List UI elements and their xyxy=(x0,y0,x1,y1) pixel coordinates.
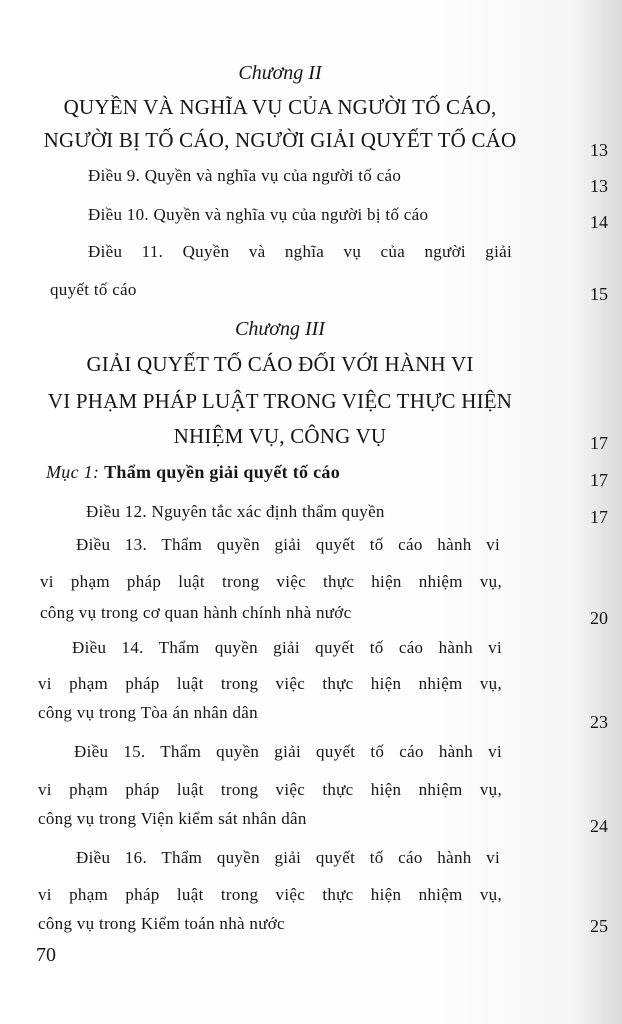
toc-page-number: 25 xyxy=(590,916,608,936)
toc-entry-line: vi phạm pháp luật trong việc thực hiện nhiệm vụ, xyxy=(38,885,502,904)
toc-page-number: 14 xyxy=(590,212,608,232)
toc-entry-line: Điều 15. Thẩm quyền giải quyết tố cáo hành vi xyxy=(74,742,502,761)
toc-page-number: 20 xyxy=(590,608,608,628)
toc-page-number: 13 xyxy=(590,140,608,160)
section-prefix: Mục 1: xyxy=(46,462,100,482)
toc-page-number: 13 xyxy=(590,176,608,196)
section-heading xyxy=(46,462,340,483)
toc-entry-line: Điều 16. Thẩm quyền giải quyết tố cáo hành vi xyxy=(76,848,500,867)
chapter-title-line: NHIỆM VỤ, CÔNG VỤ xyxy=(173,424,387,448)
toc-entry-line: vi phạm pháp luật trong việc thực hiện nhiệm vụ, xyxy=(38,674,502,693)
toc-entry-line: vi phạm pháp luật trong việc thực hiện nhiệm vụ, xyxy=(40,572,502,591)
chapter-label: Chương III xyxy=(235,318,325,340)
toc-entry: Điều 12. Nguyên tắc xác định thẩm quyền xyxy=(86,502,385,521)
toc-page-number: 17 xyxy=(590,470,608,490)
toc-entry-line: quyết tố cáo xyxy=(50,280,137,299)
toc-page-number: 24 xyxy=(590,816,608,836)
chapter-title-line: GIẢI QUYẾT TỐ CÁO ĐỐI VỚI HÀNH VI xyxy=(86,352,474,376)
chapter-title-line: NGƯỜI BỊ TỐ CÁO, NGƯỜI GIẢI QUYẾT TỐ CÁO xyxy=(43,128,517,152)
toc-entry-line: công vụ trong Viện kiểm sát nhân dân xyxy=(38,809,307,828)
chapter-title-line: VI PHẠM PHÁP LUẬT TRONG VIỆC THỰC HIỆN xyxy=(47,389,513,413)
chapter-title-line: QUYỀN VÀ NGHĨA VỤ CỦA NGƯỜI TỐ CÁO, xyxy=(63,95,497,119)
section-title: Thẩm quyền giải quyết tố cáo xyxy=(104,462,341,482)
toc-entry: Điều 10. Quyền và nghĩa vụ của người bị tố cáo xyxy=(88,205,429,224)
toc-page-number: 23 xyxy=(590,712,608,732)
toc-entry-line: công vụ trong Tòa án nhân dân xyxy=(38,703,258,722)
toc-entry-line: vi phạm pháp luật trong việc thực hiện nhiệm vụ, xyxy=(38,780,502,799)
toc-entry-line: công vụ trong cơ quan hành chính nhà nước xyxy=(40,603,352,622)
chapter-label: Chương II xyxy=(238,62,322,84)
toc-entry-line: công vụ trong Kiểm toán nhà nước xyxy=(38,914,285,933)
toc-page-number: 15 xyxy=(590,284,608,304)
toc-entry-line: Điều 11. Quyền và nghĩa vụ của người giải xyxy=(88,242,512,261)
toc-entry-line: Điều 13. Thẩm quyền giải quyết tố cáo hành vi xyxy=(76,535,500,554)
toc-entry: Điều 9. Quyền và nghĩa vụ của người tố cáo xyxy=(88,166,402,185)
toc-page-number: 17 xyxy=(590,433,608,453)
toc-page-number: 17 xyxy=(590,507,608,527)
page-number: 70 xyxy=(36,944,56,966)
toc-entry-line: Điều 14. Thẩm quyền giải quyết tố cáo hành vi xyxy=(72,638,502,657)
